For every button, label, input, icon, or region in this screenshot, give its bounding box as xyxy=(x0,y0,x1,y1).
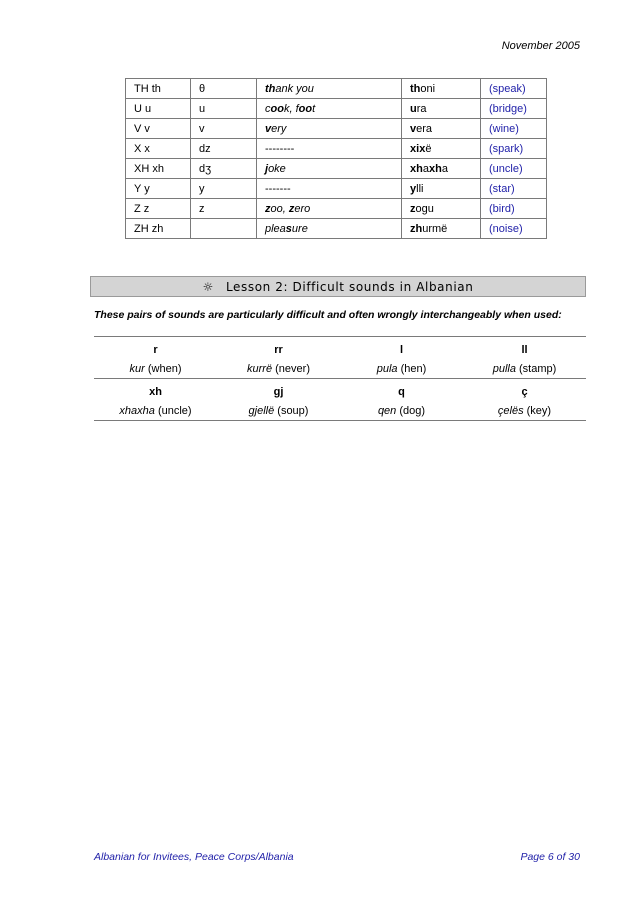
word-fragment: ------- xyxy=(265,182,291,195)
footer-title: Albanian for Invitees, Peace Corps/Albania xyxy=(94,851,294,863)
english-example-cell xyxy=(257,139,402,159)
alphabet-row xyxy=(126,139,547,159)
word-fragment: th xyxy=(410,82,421,95)
word-fragment: plea xyxy=(265,222,286,235)
alphabet-row xyxy=(126,199,547,219)
ipa-cell: z xyxy=(191,199,257,219)
word-fragment: k, f xyxy=(283,102,299,115)
example-gloss: (soup) xyxy=(277,404,309,417)
word-fragment: ë xyxy=(425,142,432,155)
meaning-cell: (noise) xyxy=(481,219,547,239)
word-fragment: v xyxy=(410,122,417,135)
example-word: xhaxha xyxy=(119,404,155,417)
pair-example xyxy=(463,359,586,379)
pair-letters-row xyxy=(94,379,586,402)
example-word: qen xyxy=(377,404,397,417)
letter-cell: U u xyxy=(126,99,191,119)
word-fragment: ra xyxy=(416,102,427,115)
example-gloss: (hen) xyxy=(400,362,427,375)
example-gloss: (stamp) xyxy=(519,362,557,375)
example-gloss: (key) xyxy=(526,404,552,417)
ipa-cell: y xyxy=(191,179,257,199)
albanian-example-cell xyxy=(402,79,481,99)
word-fragment: lli xyxy=(416,182,424,195)
english-example-cell xyxy=(257,159,402,179)
ipa-cell: v xyxy=(191,119,257,139)
word-fragment: urmë xyxy=(422,222,448,235)
albanian-example-cell xyxy=(402,159,481,179)
pair-letter: q xyxy=(340,379,463,402)
lesson-intro: These pairs of sounds are particularly difficult and often wrongly interchangeably when used: xyxy=(94,309,562,321)
pair-letter: ll xyxy=(521,343,528,356)
example-word: kurrë xyxy=(247,362,273,375)
sound-pairs-table xyxy=(94,336,586,421)
word-fragment: th xyxy=(265,82,276,95)
example-gloss: (uncle) xyxy=(157,404,192,417)
meaning-cell: (star) xyxy=(481,179,547,199)
example-word: pulla xyxy=(492,362,516,375)
example-gloss: (when) xyxy=(147,362,182,375)
letter-cell: ZH zh xyxy=(126,219,191,239)
alphabet-row xyxy=(126,179,547,199)
alphabet-row xyxy=(126,159,547,179)
pair-examples-row xyxy=(94,401,586,421)
word-fragment: a xyxy=(422,162,429,175)
word-fragment: z xyxy=(288,202,295,215)
word-fragment: x xyxy=(419,142,426,155)
meaning-cell: (spark) xyxy=(481,139,547,159)
lightbulb-icon: ☼ xyxy=(202,279,214,294)
example-gloss: (dog) xyxy=(399,404,426,417)
word-fragment: ogu xyxy=(415,202,434,215)
word-fragment: oni xyxy=(420,82,436,95)
word-fragment: v xyxy=(265,122,272,135)
word-fragment: oo xyxy=(270,102,284,115)
example-word: pula xyxy=(376,362,398,375)
letter-cell: XH xh xyxy=(126,159,191,179)
header-date: November 2005 xyxy=(501,40,580,52)
pair-example xyxy=(94,401,217,421)
albanian-example-cell xyxy=(402,179,481,199)
word-fragment: -------- xyxy=(265,142,295,155)
pair-example xyxy=(340,359,463,379)
word-fragment: xh xyxy=(428,162,442,175)
pair-letters-row xyxy=(94,337,586,360)
meaning-cell: (bridge) xyxy=(481,99,547,119)
word-fragment: oo xyxy=(298,102,313,115)
pair-letter: ç xyxy=(463,379,586,402)
word-fragment: ank you xyxy=(275,82,314,95)
example-word: çelës xyxy=(497,404,524,417)
word-fragment: oke xyxy=(268,162,286,175)
ipa-cell: dz xyxy=(191,139,257,159)
word-fragment: era xyxy=(416,122,433,135)
word-fragment: y xyxy=(410,182,417,195)
alphabet-row xyxy=(126,119,547,139)
pair-example xyxy=(217,401,340,421)
word-fragment: c xyxy=(265,102,271,115)
word-fragment: ero xyxy=(294,202,311,215)
letter-cell: Z z xyxy=(126,199,191,219)
letter-cell: TH th xyxy=(126,79,191,99)
english-example-cell xyxy=(257,179,402,199)
meaning-cell: (speak) xyxy=(481,79,547,99)
meaning-cell: (bird) xyxy=(481,199,547,219)
footer-page-number: Page 6 of 30 xyxy=(520,851,580,863)
lesson-title: Lesson 2: Difficult sounds in Albanian xyxy=(225,279,474,294)
meaning-cell: (uncle) xyxy=(481,159,547,179)
albanian-example-cell xyxy=(402,139,481,159)
word-fragment: a xyxy=(441,162,448,175)
english-example-cell xyxy=(257,219,402,239)
example-word: kur xyxy=(129,362,145,375)
pair-example xyxy=(217,359,340,379)
word-fragment: zh xyxy=(410,222,423,235)
alphabet-table xyxy=(125,78,547,239)
pair-letter: r xyxy=(153,343,158,356)
word-fragment: ery xyxy=(271,122,287,135)
albanian-example-cell xyxy=(402,199,481,219)
word-fragment: xh xyxy=(410,162,423,175)
ipa-cell: u xyxy=(191,99,257,119)
word-fragment: oo, xyxy=(270,202,289,215)
pair-example xyxy=(94,359,217,379)
albanian-example-cell xyxy=(402,99,481,119)
english-example-cell xyxy=(257,79,402,99)
ipa-cell xyxy=(191,219,257,239)
lesson-banner xyxy=(90,276,586,297)
letter-cell: X x xyxy=(126,139,191,159)
example-gloss: (never) xyxy=(275,362,310,375)
english-example-cell xyxy=(257,99,402,119)
alphabet-row xyxy=(126,99,547,119)
pair-examples-row xyxy=(94,359,586,379)
word-fragment: xi xyxy=(410,142,420,155)
letter-cell: Y y xyxy=(126,179,191,199)
pair-example xyxy=(463,401,586,421)
word-fragment: s xyxy=(285,222,292,235)
word-fragment: t xyxy=(312,102,316,115)
ipa-cell: dʒ xyxy=(191,159,257,179)
pair-letter: xh xyxy=(94,379,217,402)
word-fragment: u xyxy=(410,102,417,115)
word-fragment: ure xyxy=(291,222,308,235)
pair-example xyxy=(340,401,463,421)
pair-letter: rr xyxy=(274,343,283,356)
albanian-example-cell xyxy=(402,219,481,239)
pair-letter: gj xyxy=(217,379,340,402)
word-fragment: z xyxy=(410,202,416,215)
word-fragment: z xyxy=(265,202,271,215)
alphabet-row xyxy=(126,219,547,239)
ipa-cell: θ xyxy=(191,79,257,99)
example-word: gjellë xyxy=(248,404,275,417)
word-fragment: j xyxy=(265,162,269,175)
english-example-cell xyxy=(257,199,402,219)
letter-cell: V v xyxy=(126,119,191,139)
meaning-cell: (wine) xyxy=(481,119,547,139)
albanian-example-cell xyxy=(402,119,481,139)
alphabet-row xyxy=(126,79,547,99)
pair-letter: l xyxy=(399,343,404,356)
english-example-cell xyxy=(257,119,402,139)
